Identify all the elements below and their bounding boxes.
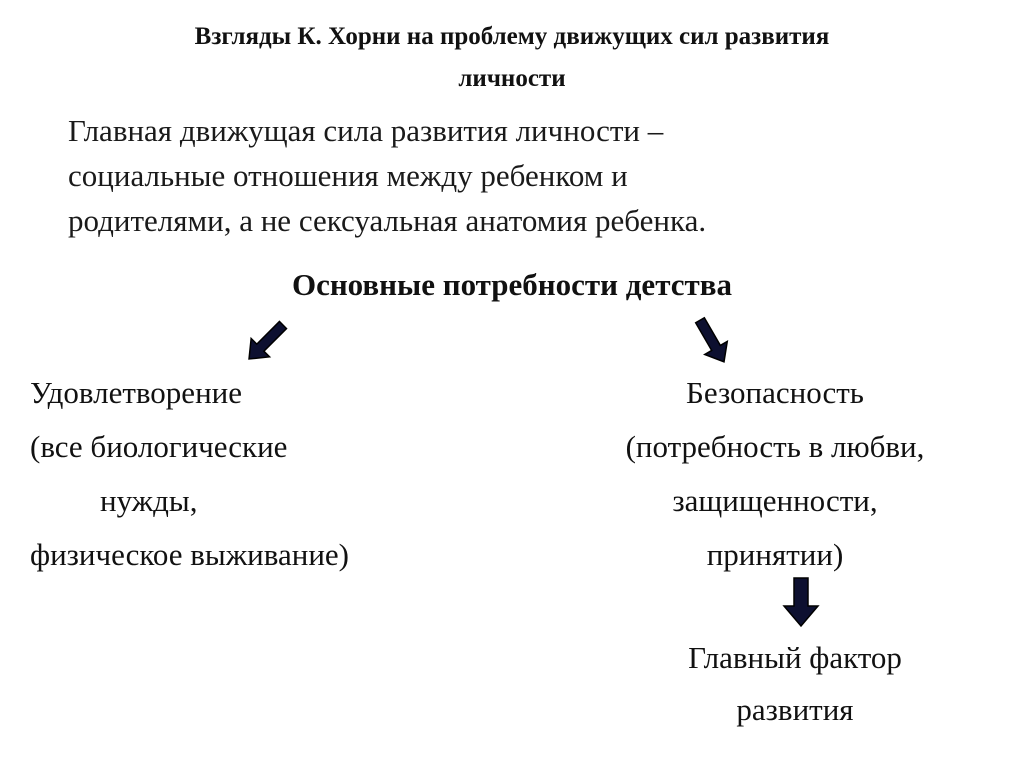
satisfaction-need — [30, 366, 490, 582]
satisfaction-line-3: физическое выживание) — [30, 537, 349, 572]
down-arrow-icon — [776, 576, 826, 630]
satisfaction-line-2: нужды, — [100, 483, 198, 518]
slide-title-line-1: Взгляды К. Хорни на проблему движущих сил развития — [194, 23, 830, 50]
security-heading: Безопасность — [686, 375, 864, 410]
slide-title-line-2: личности — [458, 65, 566, 92]
down-right-arrow-icon — [682, 316, 742, 366]
security-line-2: защищенности, — [672, 483, 878, 518]
slide-title — [40, 16, 984, 100]
down-left-arrow-icon — [236, 318, 296, 366]
main-factor-line-2: развития — [736, 692, 854, 727]
security-line-1: (потребность в любви, — [625, 429, 925, 464]
security-line-3: принятии) — [706, 537, 844, 572]
lead-paragraph — [68, 108, 968, 243]
main-factor — [600, 632, 990, 736]
needs-subtitle: Основные потребности детства — [291, 267, 733, 302]
satisfaction-line-1: (все биологические — [30, 429, 288, 464]
main-factor-line-1: Главный фактор — [688, 640, 902, 675]
lead-line-2: социальные отношения между ребенком и — [68, 158, 628, 193]
lead-line-1: Главная движущая сила развития личности – — [68, 113, 664, 148]
security-need — [560, 366, 990, 582]
satisfaction-heading: Удовлетворение — [30, 375, 243, 410]
lead-line-3: родителями, а не сексуальная анатомия ребенка. — [68, 203, 707, 238]
